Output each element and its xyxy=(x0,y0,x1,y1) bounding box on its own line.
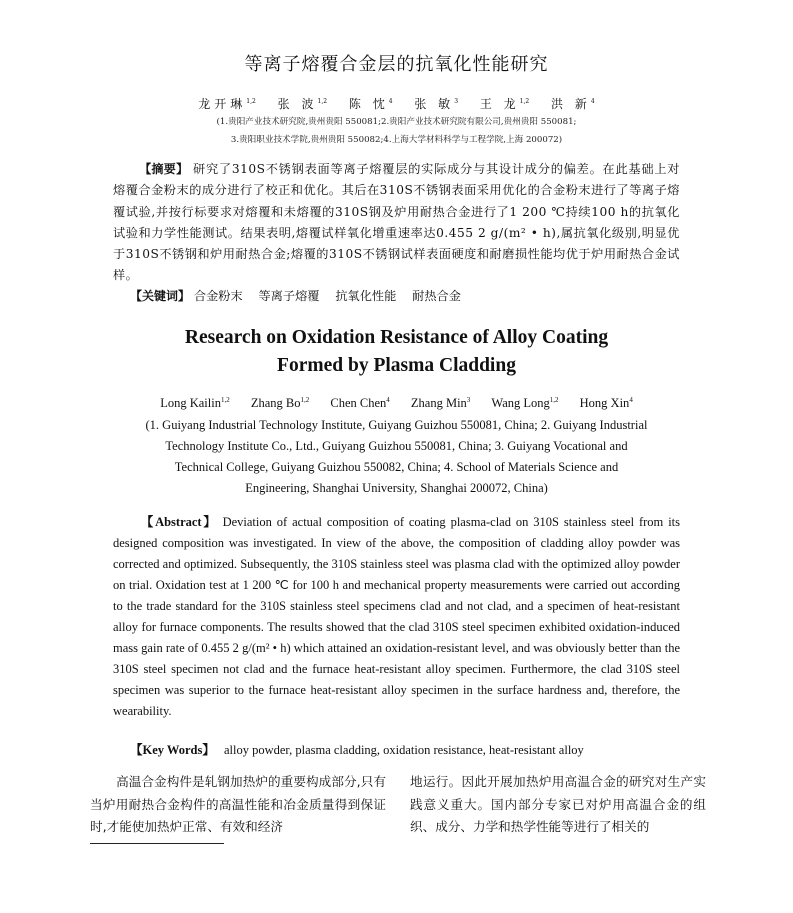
english-affiliation-line: Technical College, Guiyang Guizhou 550082, China; 4. School of Materials Science and xyxy=(174,460,619,474)
chinese-author: 洪 新$^4$ xyxy=(551,97,595,111)
body-left-column xyxy=(90,771,386,839)
body-right-column xyxy=(410,771,706,839)
chinese-author: 龙开琳$^{1,2}$ xyxy=(198,97,256,111)
chinese-affiliations-line1: (1.贵阳产业技术研究院,贵州贵阳 550081;2.贵阳产业技术研究院有限公司,贵州贵阳 550081; xyxy=(216,117,577,127)
chinese-keywords-label: 【关键词】 xyxy=(130,289,191,303)
english-abstract-text: Deviation of actual composition of coating plasma-clad on 310S stainless steel from its designed composition was investigated. In view of the above, the composition of cladding alloy powder was corrected and optimized. Subsequently, the 310S stainless steel was plasma clad with the optimized alloy powder on trial. Oxidation test at 1 200 ℃ for 100 h and mechanical property measurements were carried out according to the trade standard for the 310S stainless steel specimens clad and not clad, and a specimen of heat-resistant alloy for furnace components. The results showed that the clad 310S steel specimen exhibited oxidation-induced mass gain rate of 0.455 2 g/(m² • h) which attained an oxidation-resistant level, and was obviously better than the 310S steel specimen not clad and the furnace heat-resistant alloy specimen. Furthermore, the clad 310S steel specimen was superior to the furnace heat-resistant alloy specimen in the surface hardness and, therefore, the wearability. xyxy=(113,515,681,718)
chinese-keyword: 抗氧化性能 xyxy=(335,289,397,303)
chinese-keyword: 耐热合金 xyxy=(412,289,461,303)
body-left-text: 高温合金构件是轧钢加热炉的重要构成部分,只有当炉用耐热合金构件的高温性能和冶金质量得到保证时,才能使加热炉正常、有效和经济 xyxy=(90,774,386,834)
english-affiliation-line: (1. Guiyang Industrial Technology Institute, Guiyang Guizhou 550081, China; 2. Guiyang Industrial xyxy=(145,418,648,432)
english-affiliation-line: Engineering, Shanghai University, Shanghai 200072, China) xyxy=(245,481,548,495)
english-author: Long Kailin$^{1,2}$ xyxy=(160,396,230,411)
chinese-abstract-text: 研究了310S不锈钢表面等离子熔覆层的实际成分与其设计成分的偏差。在此基础上对熔覆合金粉末的成分进行了校正和优化。其后在310S不锈钢表面采用优化的合金粉末进行了等离子熔覆试验,并按行标要求对熔覆和未熔覆的310S钢及炉用耐热合金进行了1 200 ℃持续100 h的抗氧化试验和力学性能测试。结果表明,熔覆试样氧化增重速率达0.455 2 g/(m² • h),属抗氧化级别,明显优于310S不锈钢和炉用耐热合金;熔覆的310S不锈钢试样表面硬度和耐磨损性能均优于炉用耐热合金试样。 xyxy=(113,162,680,283)
english-title-line2: Formed by Plasma Cladding xyxy=(277,355,516,376)
chinese-authors xyxy=(0,95,793,112)
chinese-abstract xyxy=(113,159,680,287)
english-abstract-label: 【Abstract】 xyxy=(139,515,218,529)
english-keywords-label: 【Key Words】 xyxy=(130,743,215,757)
chinese-keywords xyxy=(130,287,690,304)
english-author: Zhang Min$^3$ xyxy=(410,396,471,411)
chinese-author: 张 波$^{1,2}$ xyxy=(277,97,328,111)
body-right-text: 地运行。因此开展加热炉用高温合金的研究对生产实践意义重大。国内部分专家已对炉用高温合金的组织、成分、力学和热学性能等进行了相关的 xyxy=(410,774,706,834)
english-keywords-text: alloy powder, plasma cladding, oxidation resistance, heat-resistant alloy xyxy=(223,743,584,757)
chinese-author: 张 敏$^3$ xyxy=(414,97,459,111)
chinese-keyword: 合金粉末 xyxy=(193,289,243,303)
english-author: Wang Long$^{1,2}$ xyxy=(491,396,559,411)
english-keywords xyxy=(130,740,690,758)
english-affiliation-line: Technology Institute Co., Ltd., Guiyang Guizhou 550081, China; 3. Guiyang Vocational and xyxy=(165,439,628,453)
chinese-keyword: 等离子熔覆 xyxy=(258,289,320,303)
english-abstract xyxy=(113,512,680,722)
chinese-affiliations-line2: 3.贵阳职业技术学院,贵州贵阳 550082;4.上海大学材料科学与工程学院,上海 200072) xyxy=(230,135,563,145)
chinese-title: 等离子熔覆合金层的抗氧化性能研究 xyxy=(244,54,549,75)
english-title-line1: Research on Oxidation Resistance of Alloy Coating xyxy=(184,327,609,348)
chinese-author: 王 龙$^{1,2}$ xyxy=(479,97,530,111)
chinese-author: 陈 忱$^4$ xyxy=(348,97,393,111)
english-author: Hong Xin$^4$ xyxy=(579,396,633,411)
english-authors xyxy=(0,396,793,411)
english-author: Chen Chen$^4$ xyxy=(330,396,390,411)
english-affiliations xyxy=(113,415,680,499)
footnote-rule xyxy=(90,843,224,844)
chinese-abstract-label: 【摘要】 xyxy=(139,162,189,176)
english-author: Zhang Bo$^{1,2}$ xyxy=(250,396,310,411)
